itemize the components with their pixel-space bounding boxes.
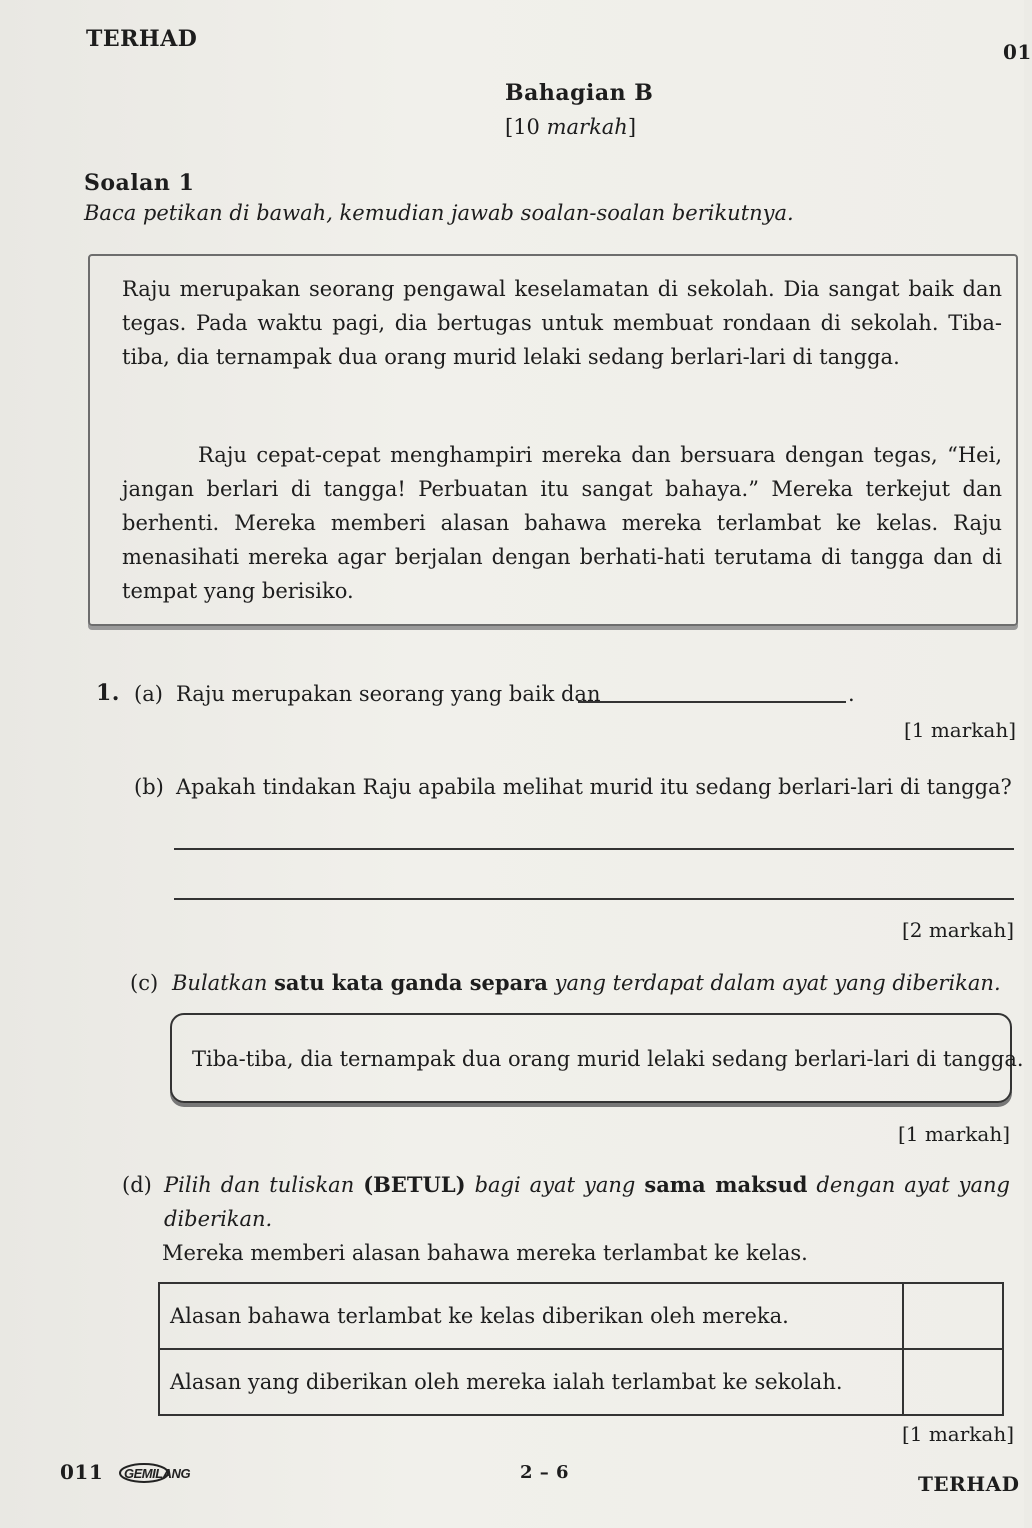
q1b-answer-line-2[interactable] bbox=[174, 898, 1014, 900]
q1c-instruction: Bulatkan satu kata ganda separa yang terdapat dalam ayat yang diberikan. bbox=[172, 970, 1001, 995]
q1d-options-table bbox=[158, 1282, 1004, 1416]
question-instruction: Baca petikan di bawah, kemudian jawab soalan-soalan berikutnya. bbox=[84, 201, 794, 225]
section-title: Bahagian B bbox=[505, 80, 654, 106]
footer-classification: TERHAD bbox=[918, 1472, 1020, 1496]
page-code-fragment: 01 bbox=[1003, 40, 1032, 64]
q1c-marks: [1 markah] bbox=[897, 1122, 1010, 1146]
q1b-text: Apakah tindakan Raju apabila melihat murid itu sedang berlari-lari di tangga? bbox=[176, 775, 1012, 799]
option-answer-box[interactable] bbox=[903, 1283, 1003, 1349]
publisher-logo bbox=[118, 1462, 210, 1484]
footer-code: 011 bbox=[60, 1460, 104, 1484]
question-label: Soalan 1 bbox=[84, 170, 195, 196]
footer-page-number: 2 – 6 bbox=[520, 1462, 570, 1483]
q1b-marks: [2 markah] bbox=[901, 918, 1014, 942]
q1d-marks: [1 markah] bbox=[901, 1422, 1014, 1446]
option-answer-box[interactable] bbox=[903, 1349, 1003, 1415]
question-number: 1. bbox=[96, 680, 120, 706]
q1a-text: Raju merupakan seorang yang baik dan bbox=[176, 682, 601, 706]
q1d-instruction: Pilih dan tuliskan (BETUL) bagi ayat yang sama maksud dengan ayat yang diberikan. bbox=[164, 1172, 1010, 1231]
q1d-label: (d) bbox=[122, 1173, 152, 1197]
q1a-label: (a) bbox=[134, 682, 163, 706]
q1b-answer-line-1[interactable] bbox=[174, 848, 1014, 850]
q1a-marks: [1 markah] bbox=[903, 718, 1016, 742]
svg-text:GEMILANG: GEMILANG bbox=[124, 1466, 191, 1481]
option-text: Alasan yang diberikan oleh mereka ialah terlambat ke sekolah. bbox=[159, 1349, 903, 1415]
section-marks: [10 markah] bbox=[505, 115, 637, 139]
option-row bbox=[159, 1349, 1003, 1415]
option-text: Alasan bahawa terlambat ke kelas diberikan oleh mereka. bbox=[159, 1283, 903, 1349]
classification-header: TERHAD bbox=[86, 26, 198, 52]
option-row bbox=[159, 1283, 1003, 1349]
passage-paragraph-2: Raju cepat-cepat menghampiri mereka dan bersuara dengan tegas, “Hei, jangan berlari di tangga! Perbuatan itu sangat bahaya.” Mereka terkejut dan berhenti. Mereka memberi alasan bahawa mereka terlambat ke kelas. Raju menasihati mereka agar berjalan dengan berhati-hati terutama di tangga dan di tempat yang berisiko. bbox=[122, 443, 1002, 603]
q1b-label: (b) bbox=[134, 775, 164, 799]
q1d-given-sentence: Mereka memberi alasan bahawa mereka terlambat ke kelas. bbox=[162, 1241, 808, 1265]
q1a-end: . bbox=[848, 682, 855, 706]
q1c-label: (c) bbox=[130, 971, 159, 995]
q1c-sentence[interactable]: Tiba-tiba, dia ternampak dua orang murid lelaki sedang berlari-lari di tangga. bbox=[192, 1047, 1024, 1071]
passage-paragraph-1: Raju merupakan seorang pengawal keselamatan di sekolah. Dia sangat baik dan tegas. Pada waktu pagi, dia bertugas untuk membuat rondaan di sekolah. Tiba-tiba, dia ternampak dua orang murid lelaki sedang berlari-lari di tangga. bbox=[122, 277, 1002, 369]
q1a-answer-line[interactable] bbox=[578, 701, 846, 703]
